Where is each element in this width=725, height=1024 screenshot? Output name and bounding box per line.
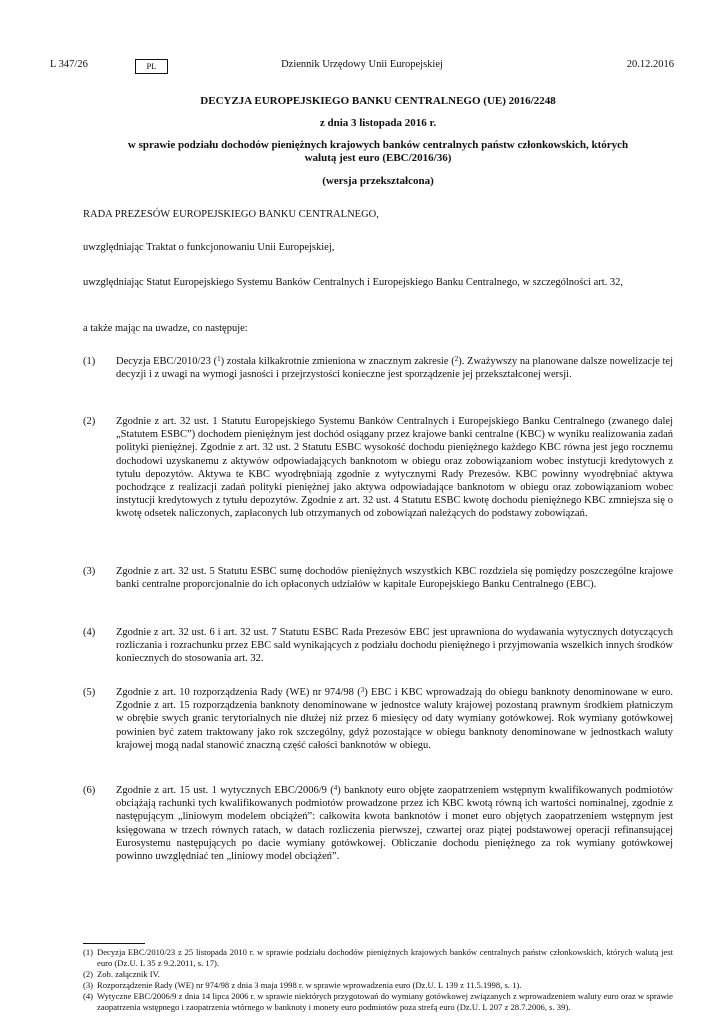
footnote-ref: 1	[217, 355, 221, 363]
decision-date-line: z dnia 3 listopada 2016 r.	[319, 117, 437, 129]
preamble-statute: uwzględniając Statut Europejskiego Systemu Banków Centralnych i Europejskiego Banku Centralnego, w szczególności art. 32,	[83, 277, 624, 288]
footnote-ref: 4	[333, 784, 338, 792]
recital-number: (2)	[83, 416, 96, 427]
language-badge: PL	[135, 59, 168, 74]
footnote-divider	[83, 943, 145, 944]
footnote-text: Wytyczne EBC/2006/9 z dnia 14 lipca 2006 r. w sprawie niektórych przygotowań do wymiany gotówkowej związanych z wprowadzeniem waluty euro oraz w sprawie zaopatrzenia wstępnego i zaopatrzenia wtórnego w banknoty i monety euro podmiotów poza strefą euro (Dz.U. L 207 z 28.7.2006, s. 39).	[97, 991, 673, 1012]
journal-title: Dziennik Urzędowy Unii Europejskiej	[281, 59, 443, 70]
footnote-text: Zob. załącznik IV.	[97, 969, 160, 979]
decision-subject-line: w sprawie podziału dochodów pieniężnych krajowych banków centralnych państw członkowskich, których walutą jest euro (EBC/2016/36)	[127, 139, 629, 164]
page-reference: L 347/26	[50, 59, 88, 70]
footnote-number: (1)	[83, 947, 94, 957]
document-page	[50, 0, 674, 1024]
recital-text: Decyzja EBC/2010/23 ($^1$) została kilkakrotnie zmieniona w znacznym zakresie ($^2$). Zważywszy na planowane dalsze nowelizacje tej decyzji i z uwagi na wymogi jasności i przejrzystości konieczne jest sporządzenie jej przekształconej wersji.	[116, 355, 673, 381]
recital-number: (3)	[83, 566, 96, 577]
recital-number: (4)	[83, 627, 96, 638]
recital-text: Zgodnie z art. 10 rozporządzenia Rady (WE) nr 974/98 ($^3$) EBC i KBC wprowadzają do obiegu banknoty denominowane w euro. Zgodnie z art. 15 rozporządzenia banknoty denominowane w jednostce waluty krajowej pozostaną prawnym środkiem płatniczym w obrębie swych granic terytorialnych nie dłużej niż przez 6 miesięcy od daty wymiany gotówkowej. Rok wymiany gotówkowej powinien być zatem traktowany jako rok szczególny, gdyż pozostające w obiegu banknoty denominowane w jednostkach waluty krajowej mogą nadal stanowić znaczną część całości banknotów w obiegu.	[116, 686, 673, 751]
recital-text: Zgodnie z art. 15 ust. 1 wytycznych EBC/2006/9 ($^4$) banknoty euro objęte zaopatrzeniem wstępnym kwalifikowanych podmiotów obciążają rachunki tych kwalifikowanych podmiotów prowadzone przez ich KBC kwotą równą ich wartości nominalnej, zgodnie z następującym „liniowym modelem obciążeń”: całkowita kwota banknotów i monet euro objętych zaopatrzeniem wstępnym jest księgowana w trzech równych ratach, w datach rozliczenia pierwszej, czwartej oraz piątej podstawowej operacji refinansującej Eurosystemu następujących po dacie wymiany gotówkowej. Obliczanie dochodu pieniężnego za rok wymiany gotówkowej powinno uwzględniać ten „liniowy model obciążeń”.	[116, 784, 673, 863]
footnote-ref: 2	[454, 355, 459, 363]
recital-text: Zgodnie z art. 32 ust. 1 Statutu Europejskiego Systemu Banków Centralnych i Europejskiego Banku Centralnego (zwanego dalej „Statutem ESBC”) dochodem pieniężnym jest dochód osiągany przez krajowe banki centralne (KBC) w wyniku realizowania zadań polityki pieniężnej. Zgodnie z art. 32 ust. 2 Statutu ESBC wysokość dochodu pieniężnego każdego KBC równa jest jego rocznemu dochodowi uzyskanemu z aktywów odpowiadających banknotom w obiegu oraz zobowiązaniom wobec instytucji kredytowych z tytułu depozytów. Aktywa te KBC wyodrębniają zgodnie z wytycznymi Rady Prezesów. KBC powinny wyodrębniać aktywa pochodzące z realizacji zadań polityki pieniężnej jako aktywa odpowiadające banknotom w obiegu oraz zobowiązaniom wobec instytucji kredytowych z tytułu depozytów. Zgodnie z art. 32 ust. 4 Statutu ESBC kwotę dochodu pieniężnego KBC zmniejsza się o kwotę odsetek naliczonych, zapłaconych lub otrzymanych od zobowiązań należących do podstawy zobowiązań.	[116, 416, 673, 520]
recital-text: Zgodnie z art. 32 ust. 6 i art. 32 ust. 7 Statutu ESBC Rada Prezesów EBC jest uprawniona do wydawania wytycznych dotyczących rozliczania i rozrachunku przez EBC sald wynikających z podziału dochodu pieniężnego i przyjmowania wszelkich innych środków koniecznych do stosowania art. 32.	[116, 627, 673, 665]
decision-title-line: DECYZJA EUROPEJSKIEGO BANKU CENTRALNEGO (UE) 2016/2248	[200, 95, 556, 107]
publication-date: 20.12.2016	[626, 59, 674, 70]
recital-number: (6)	[83, 785, 96, 796]
footnote-text: Rozporządzenie Rady (WE) nr 974/98 z dnia 3 maja 1998 r. w sprawie wprowadzenia euro (Dz.U. L 139 z 11.5.1998, s. 1).	[97, 980, 522, 990]
recital-text: Zgodnie z art. 32 ust. 5 Statutu ESBC sumę dochodów pieniężnych wszystkich KBC rozdziela się pomiędzy poszczególne krajowe banki centralne proporcjonalnie do ich opłaconych udziałów w kapitale Europejskiego Banku Centralnego (EBC).	[116, 566, 673, 591]
preamble-whereas: a także mając na uwadze, co następuje:	[83, 323, 248, 334]
footnote-number: (2)	[83, 969, 94, 979]
preamble-council: RADA PREZESÓW EUROPEJSKIEGO BANKU CENTRALNEGO,	[83, 209, 379, 220]
footnote-text: Decyzja EBC/2010/23 z 25 listopada 2010 r. w sprawie podziału dochodów pieniężnych krajowych banków centralnych państw członkowskich, których walutą jest euro (Dz.U. L 35 z 9.2.2011, s. 17).	[97, 947, 673, 968]
footnote-number: (3)	[83, 980, 94, 990]
page-header	[50, 59, 674, 77]
recital-number: (1)	[83, 356, 96, 367]
preamble-treaty: uwzględniając Traktat o funkcjonowaniu Unii Europejskiej,	[83, 242, 335, 253]
recital-number: (5)	[83, 687, 96, 698]
footnote-number: (4)	[83, 991, 94, 1001]
footnote-ref: 3	[360, 686, 365, 694]
decision-version-line: (wersja przekształcona)	[322, 175, 434, 187]
